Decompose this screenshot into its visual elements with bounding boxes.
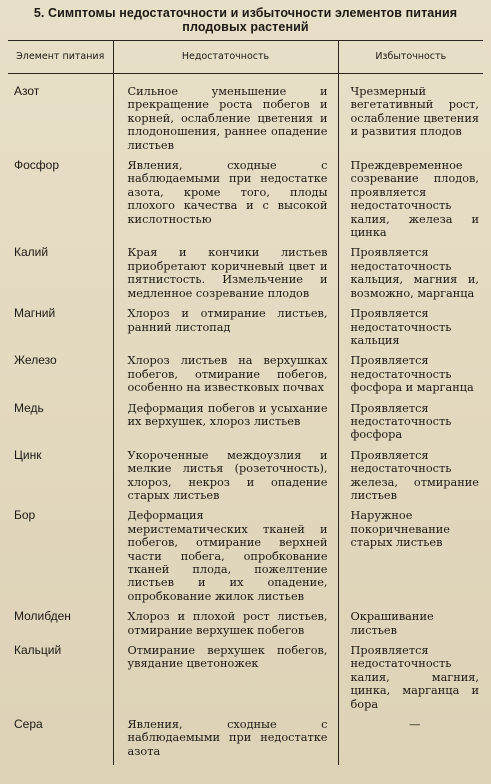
element-cell: Молибден [14, 609, 71, 624]
element-cell: Магний [14, 306, 56, 321]
deficiency-cell: Деформация меристематических тканей и побегов, отмирание верхней части побега, опробкование тканей плода, пожелтение листьев и их опадение, опробкование жилок листьев [113, 509, 338, 610]
header-row [8, 41, 483, 74]
element-cell: Медь [14, 400, 44, 415]
element-cell: Калий [14, 245, 49, 260]
element-cell: Цинк [14, 447, 42, 462]
table-row [8, 509, 483, 610]
table-row [8, 718, 483, 765]
element-cell: Железо [14, 353, 57, 368]
excess-cell: Проявляется недостаточность железа, отмирание листьев [338, 449, 483, 510]
table-row [8, 354, 483, 401]
excess-cell: Преждевременное созревание плодов, проявляется недостаточность калия, железа и цинка [338, 159, 483, 246]
deficiency-cell: Укороченные междоузлия и мелкие листья (розеточность), хлороз, некроз и опадение старых листьев [113, 449, 338, 510]
deficiency-cell: Хлороз и отмирание листьев, ранний листопад [113, 307, 338, 354]
table-row [8, 402, 483, 449]
table-row [8, 449, 483, 510]
deficiency-cell: Отмирание верхушек побегов, увядание цветоножек [113, 644, 338, 718]
element-cell: Азот [14, 84, 40, 98]
deficiency-cell: Деформация побегов и усыхание их верхушек, хлороз листьев [113, 402, 338, 449]
deficiency-cell: Хлороз листьев на верхушках побегов, отмирание побегов, особенно на известковых почвах [113, 354, 338, 401]
element-cell: Бор [14, 508, 36, 523]
excess-cell: Чрезмерный вегетативный рост, ослабление цветения и развития плодов [338, 74, 483, 160]
deficiency-cell: Явления, сходные с наблюдаемыми при недостатке азота, кроме того, плоды плохого качества и с высокой кислотностью [113, 159, 338, 246]
table-row [8, 644, 483, 718]
excess-cell: Проявляется недостаточность кальция [338, 307, 483, 354]
excess-cell: Проявляется недостаточность калия, магния, цинка, марганца и бора [338, 644, 483, 718]
table-title [8, 6, 483, 34]
table-row [8, 307, 483, 354]
nutrient-symptoms-table [8, 40, 483, 765]
element-cell: Фосфор [14, 158, 60, 173]
header-excess: Избыточность [338, 41, 483, 74]
deficiency-cell: Сильное уменьшение и прекращение роста побегов и корней, ослабление цветения и плодоношения, раннее опадение листьев [113, 74, 338, 160]
header-element: Элемент питания [8, 41, 113, 74]
table-row [8, 159, 483, 246]
excess-cell: Проявляется недостаточность фосфора и марганца [338, 354, 483, 401]
element-cell: Сера [14, 717, 43, 732]
header-deficiency: Недостаточность [113, 41, 338, 74]
excess-cell: Наружное покоричневание старых листьев [338, 509, 483, 610]
element-cell: Кальций [14, 643, 62, 658]
excess-cell: Проявляется недостаточность фосфора [338, 402, 483, 449]
table-title-line-1: 5. Симптомы недостаточности и избыточности элементов питания [33, 6, 458, 20]
table-row [8, 610, 483, 644]
table-row [8, 246, 483, 307]
excess-cell: Проявляется недостаточность кальция, магния и, возможно, марганца [338, 246, 483, 307]
deficiency-cell: Края и кончики листьев приобретают коричневый цвет и пятнистость. Измельчение и медленное созревание плодов [113, 246, 338, 307]
deficiency-cell: Хлороз и плохой рост листьев, отмирание верхушек побегов [113, 610, 338, 644]
excess-cell: Окрашивание листьев [338, 610, 483, 644]
deficiency-cell: Явления, сходные с наблюдаемыми при недостатке азота [113, 718, 338, 765]
table-title-line-2: плодовых растений [182, 20, 309, 34]
table-row [8, 74, 483, 160]
excess-cell: — [338, 718, 483, 765]
